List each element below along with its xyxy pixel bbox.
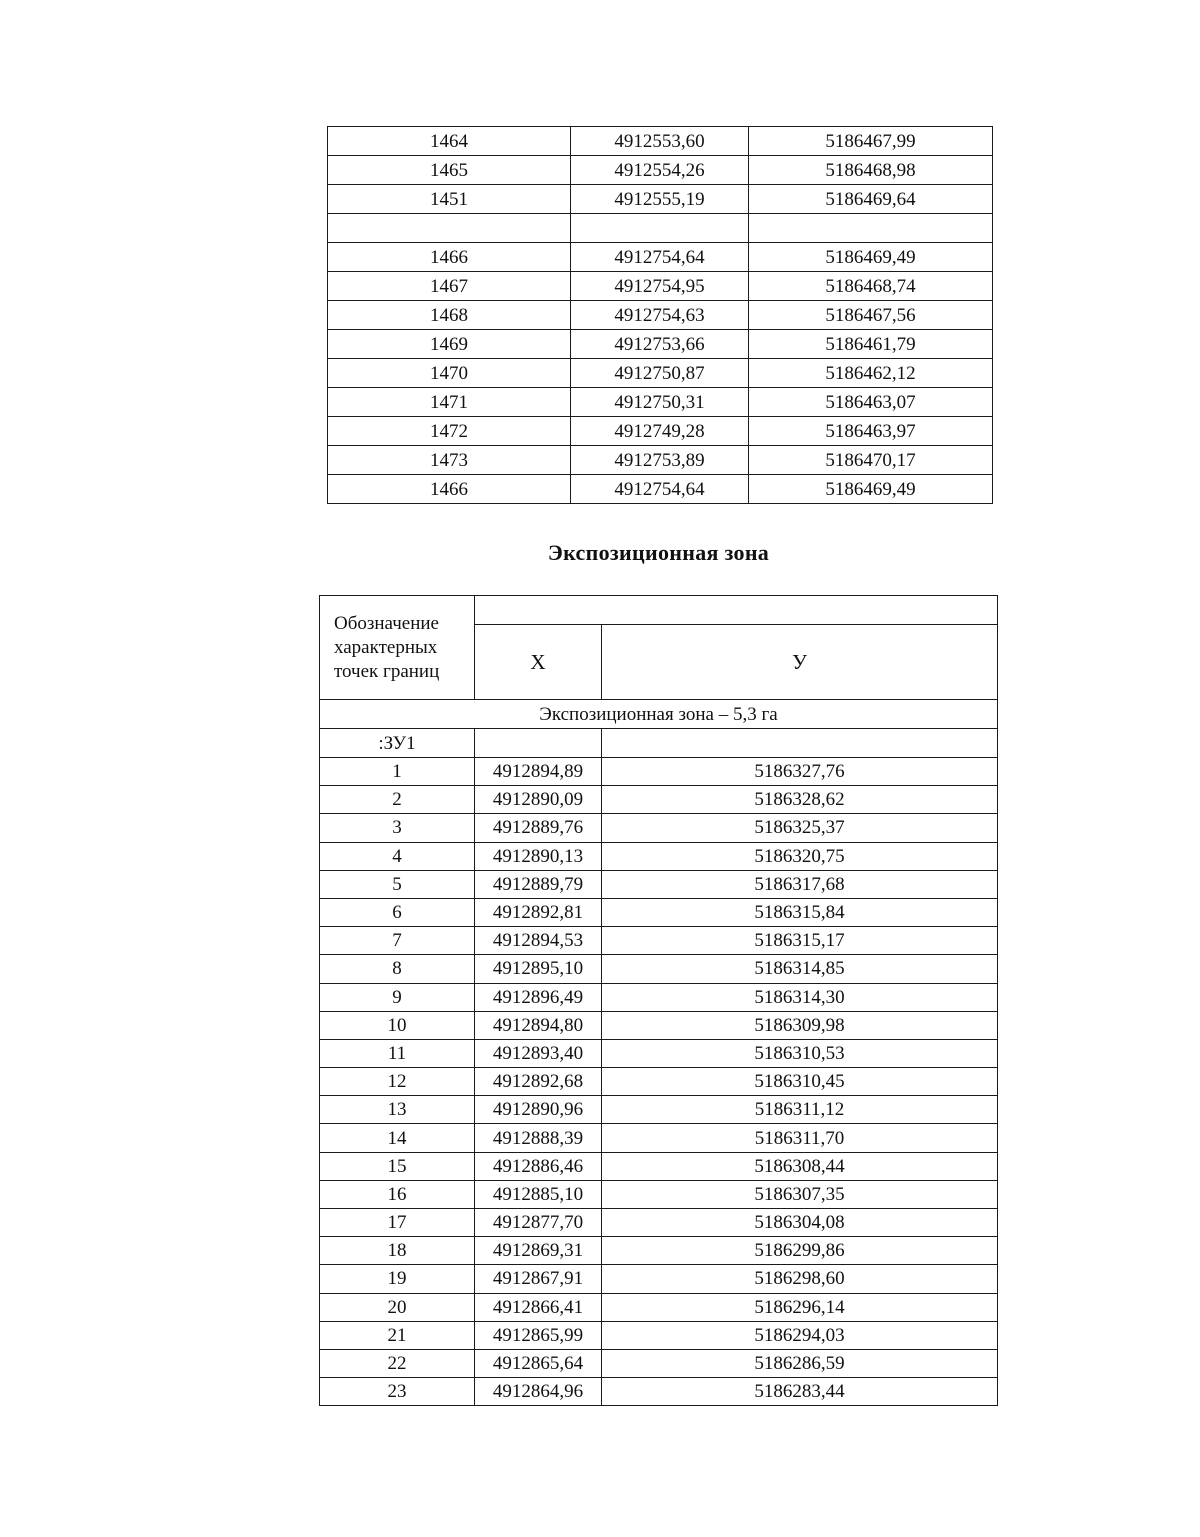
- point-number-cell: 17: [320, 1209, 475, 1237]
- table-row: [320, 758, 998, 786]
- table-row: [328, 185, 993, 214]
- zone-caption-row: [320, 700, 998, 729]
- point-number-cell: 12: [320, 1068, 475, 1096]
- x-coordinate-cell: 4912750,87: [571, 359, 749, 388]
- y-coordinate-cell: 5186283,44: [602, 1378, 998, 1406]
- table-row: [320, 1124, 998, 1152]
- header-row-top: [320, 596, 998, 625]
- point-number-cell: 23: [320, 1378, 475, 1406]
- y-coordinate-cell: 5186310,53: [602, 1039, 998, 1067]
- parcel-x-empty: [475, 729, 602, 758]
- point-number-cell: 3: [320, 814, 475, 842]
- table-row: [320, 786, 998, 814]
- y-coordinate-cell: 5186468,98: [749, 156, 993, 185]
- x-coordinate-cell: 4912749,28: [571, 417, 749, 446]
- table-row: [320, 1068, 998, 1096]
- point-number-cell: 1451: [328, 185, 571, 214]
- x-coordinate-cell: 4912896,49: [475, 983, 602, 1011]
- y-coordinate-cell: 5186327,76: [602, 758, 998, 786]
- x-coordinate-cell: 4912866,41: [475, 1293, 602, 1321]
- parcel-label: :ЗУ1: [320, 729, 475, 758]
- y-coordinate-cell: 5186311,70: [602, 1124, 998, 1152]
- x-coordinate-cell: 4912754,64: [571, 475, 749, 504]
- table-row: [328, 272, 993, 301]
- point-number-cell: 1466: [328, 243, 571, 272]
- x-coordinate-cell: 4912754,95: [571, 272, 749, 301]
- table-row: [320, 1180, 998, 1208]
- table-row: [328, 301, 993, 330]
- table-row: [320, 1237, 998, 1265]
- point-number-cell: 8: [320, 955, 475, 983]
- y-coordinate-cell: 5186308,44: [602, 1152, 998, 1180]
- table-row: [328, 475, 993, 504]
- zone-caption: Экспозиционная зона – 5,3 га: [320, 700, 998, 729]
- table-row: [328, 156, 993, 185]
- parcel-row: [320, 729, 998, 758]
- point-designation-header: Обозначение характерных точек границ: [320, 596, 475, 700]
- x-coordinate-cell: 4912894,80: [475, 1011, 602, 1039]
- section-title: Экспозиционная зона: [547, 540, 770, 565]
- x-coordinate-cell: 4912555,19: [571, 185, 749, 214]
- y-coordinate-cell: 5186463,97: [749, 417, 993, 446]
- y-coordinate-cell: 5186310,45: [602, 1068, 998, 1096]
- y-coordinate-cell: 5186299,86: [602, 1237, 998, 1265]
- x-coordinate-cell: 4912864,96: [475, 1378, 602, 1406]
- point-number-cell: 1472: [328, 417, 571, 446]
- table-row: [320, 1039, 998, 1067]
- point-number-cell: 1465: [328, 156, 571, 185]
- point-number-cell: 1: [320, 758, 475, 786]
- x-coordinate-cell: 4912754,63: [571, 301, 749, 330]
- x-coordinate-cell: 4912754,64: [571, 243, 749, 272]
- table-row: [328, 388, 993, 417]
- y-coordinate-cell: 5186314,30: [602, 983, 998, 1011]
- y-coordinate-cell: 5186298,60: [602, 1265, 998, 1293]
- point-number-cell: 2: [320, 786, 475, 814]
- x-coordinate-cell: 4912553,60: [571, 127, 749, 156]
- y-coordinate-cell: 5186469,49: [749, 243, 993, 272]
- x-coordinate-cell: 4912877,70: [475, 1209, 602, 1237]
- x-coordinate-cell: 4912554,26: [571, 156, 749, 185]
- y-coordinate-cell: 5186467,56: [749, 301, 993, 330]
- table-row: [328, 446, 993, 475]
- point-number-cell: 1467: [328, 272, 571, 301]
- y-coordinate-cell: 5186461,79: [749, 330, 993, 359]
- y-coordinate-cell: 5186469,49: [749, 475, 993, 504]
- x-coordinate-cell: 4912869,31: [475, 1237, 602, 1265]
- point-number-cell: 15: [320, 1152, 475, 1180]
- y-coordinate-cell: 5186286,59: [602, 1349, 998, 1377]
- table-row: [320, 983, 998, 1011]
- y-coordinate-cell: 5186311,12: [602, 1096, 998, 1124]
- x-column-header: X: [475, 625, 602, 700]
- table-row: [328, 127, 993, 156]
- table-row: [320, 898, 998, 926]
- y-column-header: У: [602, 625, 998, 700]
- x-coordinate-cell: 4912865,99: [475, 1321, 602, 1349]
- y-coordinate-cell: 5186317,68: [602, 870, 998, 898]
- y-coordinate-cell: 5186315,17: [602, 927, 998, 955]
- point-number-cell: 9: [320, 983, 475, 1011]
- x-coordinate-cell: 4912750,31: [571, 388, 749, 417]
- coordinates-header-empty: [475, 596, 998, 625]
- x-coordinate-cell: 4912890,96: [475, 1096, 602, 1124]
- x-coordinate-cell: 4912895,10: [475, 955, 602, 983]
- table-row: [320, 955, 998, 983]
- point-number-cell: 16: [320, 1180, 475, 1208]
- table-row: [328, 417, 993, 446]
- point-number-cell: 19: [320, 1265, 475, 1293]
- point-number-cell: 1469: [328, 330, 571, 359]
- point-number-cell: 1464: [328, 127, 571, 156]
- point-number-cell: 1471: [328, 388, 571, 417]
- x-coordinate-cell: 4912888,39: [475, 1124, 602, 1152]
- point-number-cell: 21: [320, 1321, 475, 1349]
- point-number-cell: 1473: [328, 446, 571, 475]
- x-coordinate-cell: 4912886,46: [475, 1152, 602, 1180]
- y-coordinate-cell: [749, 214, 993, 243]
- y-coordinate-cell: 5186294,03: [602, 1321, 998, 1349]
- point-number-cell: 20: [320, 1293, 475, 1321]
- y-coordinate-cell: 5186470,17: [749, 446, 993, 475]
- table-row: [328, 359, 993, 388]
- point-number-cell: 7: [320, 927, 475, 955]
- y-coordinate-cell: 5186309,98: [602, 1011, 998, 1039]
- x-coordinate-cell: [571, 214, 749, 243]
- x-coordinate-cell: 4912753,89: [571, 446, 749, 475]
- table-row: [320, 1349, 998, 1377]
- x-coordinate-cell: 4912885,10: [475, 1180, 602, 1208]
- point-number-cell: 14: [320, 1124, 475, 1152]
- coordinates-table-exposition-zone: [319, 595, 998, 1406]
- x-coordinate-cell: 4912889,76: [475, 814, 602, 842]
- table-row: [320, 842, 998, 870]
- point-number-cell: 18: [320, 1237, 475, 1265]
- x-coordinate-cell: 4912892,81: [475, 898, 602, 926]
- table-row: [320, 870, 998, 898]
- point-number-cell: 13: [320, 1096, 475, 1124]
- table-row: [328, 214, 993, 243]
- x-coordinate-cell: 4912889,79: [475, 870, 602, 898]
- y-coordinate-cell: 5186314,85: [602, 955, 998, 983]
- table-row: [320, 1096, 998, 1124]
- y-coordinate-cell: 5186463,07: [749, 388, 993, 417]
- x-coordinate-cell: 4912894,89: [475, 758, 602, 786]
- y-coordinate-cell: 5186320,75: [602, 842, 998, 870]
- point-number-cell: 1466: [328, 475, 571, 504]
- table-row: [320, 1209, 998, 1237]
- point-number-cell: [328, 214, 571, 243]
- x-coordinate-cell: 4912867,91: [475, 1265, 602, 1293]
- y-coordinate-cell: 5186467,99: [749, 127, 993, 156]
- point-number-cell: 11: [320, 1039, 475, 1067]
- x-coordinate-cell: 4912890,13: [475, 842, 602, 870]
- x-coordinate-cell: 4912893,40: [475, 1039, 602, 1067]
- table-row: [320, 1152, 998, 1180]
- table-row: [320, 927, 998, 955]
- y-coordinate-cell: 5186325,37: [602, 814, 998, 842]
- point-number-cell: 6: [320, 898, 475, 926]
- y-coordinate-cell: 5186328,62: [602, 786, 998, 814]
- x-coordinate-cell: 4912890,09: [475, 786, 602, 814]
- point-number-cell: 4: [320, 842, 475, 870]
- table-row: [320, 1321, 998, 1349]
- y-coordinate-cell: 5186307,35: [602, 1180, 998, 1208]
- point-number-cell: 10: [320, 1011, 475, 1039]
- point-number-cell: 22: [320, 1349, 475, 1377]
- table-row: [320, 1265, 998, 1293]
- coordinates-table-top: [327, 126, 993, 504]
- table-row: [320, 1378, 998, 1406]
- x-coordinate-cell: 4912894,53: [475, 927, 602, 955]
- y-coordinate-cell: 5186315,84: [602, 898, 998, 926]
- y-coordinate-cell: 5186304,08: [602, 1209, 998, 1237]
- table-row: [320, 814, 998, 842]
- x-coordinate-cell: 4912892,68: [475, 1068, 602, 1096]
- table-row: [320, 1293, 998, 1321]
- point-number-cell: 5: [320, 870, 475, 898]
- parcel-y-empty: [602, 729, 998, 758]
- y-coordinate-cell: 5186462,12: [749, 359, 993, 388]
- table-row: [320, 1011, 998, 1039]
- y-coordinate-cell: 5186468,74: [749, 272, 993, 301]
- point-number-cell: 1470: [328, 359, 571, 388]
- table-row: [328, 330, 993, 359]
- x-coordinate-cell: 4912753,66: [571, 330, 749, 359]
- y-coordinate-cell: 5186296,14: [602, 1293, 998, 1321]
- point-number-cell: 1468: [328, 301, 571, 330]
- y-coordinate-cell: 5186469,64: [749, 185, 993, 214]
- table-row: [328, 243, 993, 272]
- x-coordinate-cell: 4912865,64: [475, 1349, 602, 1377]
